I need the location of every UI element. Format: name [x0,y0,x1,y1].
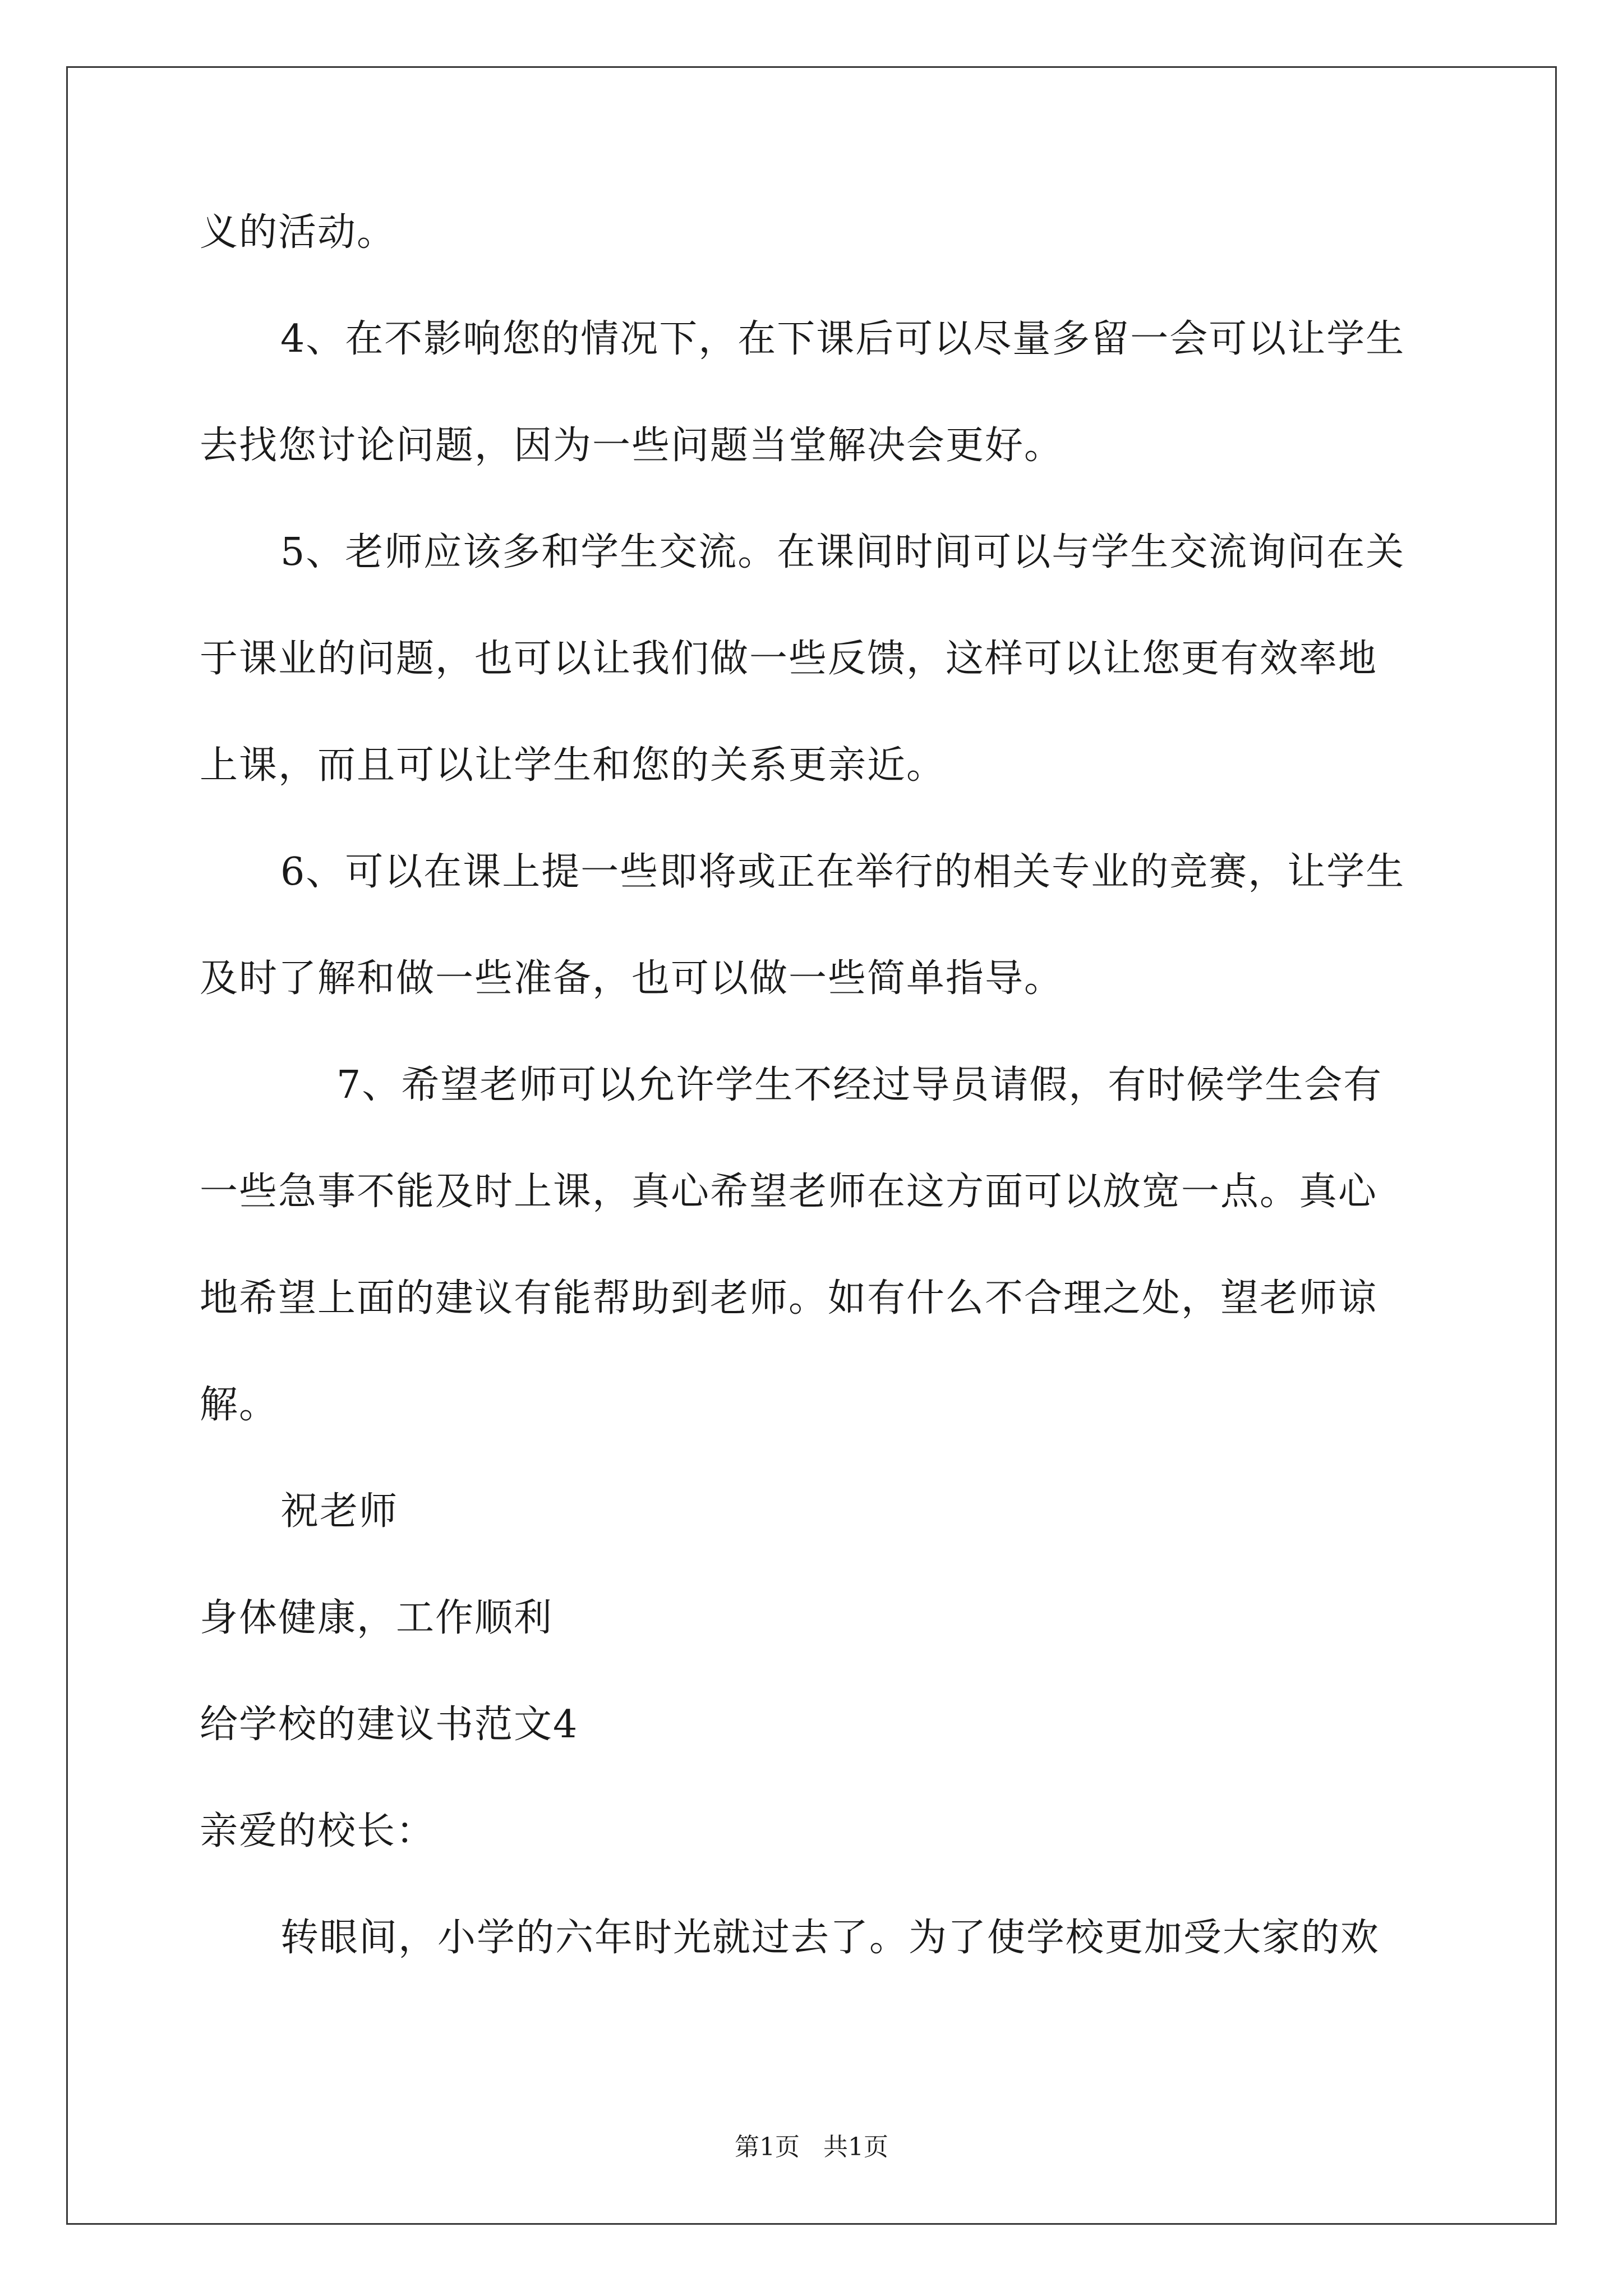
text-line: 解。 [200,1383,279,1427]
text-line: 6、可以在课上提一些即将或正在举行的相关专业的竞赛，让学生 [280,850,1405,894]
text-line: 7、希望老师可以允许学生不经过导员请假，有时候学生会有 [336,1063,1383,1107]
text-line: 于课业的问题，也可以让我们做一些反馈，这样可以让您更有效率地 [200,637,1378,681]
text-line: 5、老师应该多和学生交流。在课间时间可以与学生交流询问在关 [280,530,1405,574]
text-line: 上课，而且可以让学生和您的关系更亲近。 [200,743,946,788]
text-line: 转眼间，小学的六年时光就过去了。为了使学校更加受大家的欢 [280,1916,1380,1960]
text-line: 祝老师 [280,1489,399,1534]
page-border [66,66,1557,2225]
page-footer: 第1页 共1页 [735,2133,888,2161]
text-line: 地希望上面的建议有能帮助到老师。如有什么不合理之处，望老师谅 [200,1276,1378,1320]
text-line: 4、在不影响您的情况下，在下课后可以尽量多留一会可以让学生 [280,317,1405,361]
text-line: 一些急事不能及时上课，真心希望老师在这方面可以放宽一点。真心 [200,1170,1378,1214]
text-line: 给学校的建议书范文4 [200,1703,579,1747]
text-line: 及时了解和做一些准备，也可以做一些简单指导。 [200,956,1064,1001]
text-line: 身体健康，工作顺利 [200,1596,554,1640]
text-line: 义的活动。 [200,210,396,255]
text-line: 去找您讨论问题，因为一些问题当堂解决会更好。 [200,424,1064,468]
text-line: 亲爱的校长： [200,1809,436,1853]
